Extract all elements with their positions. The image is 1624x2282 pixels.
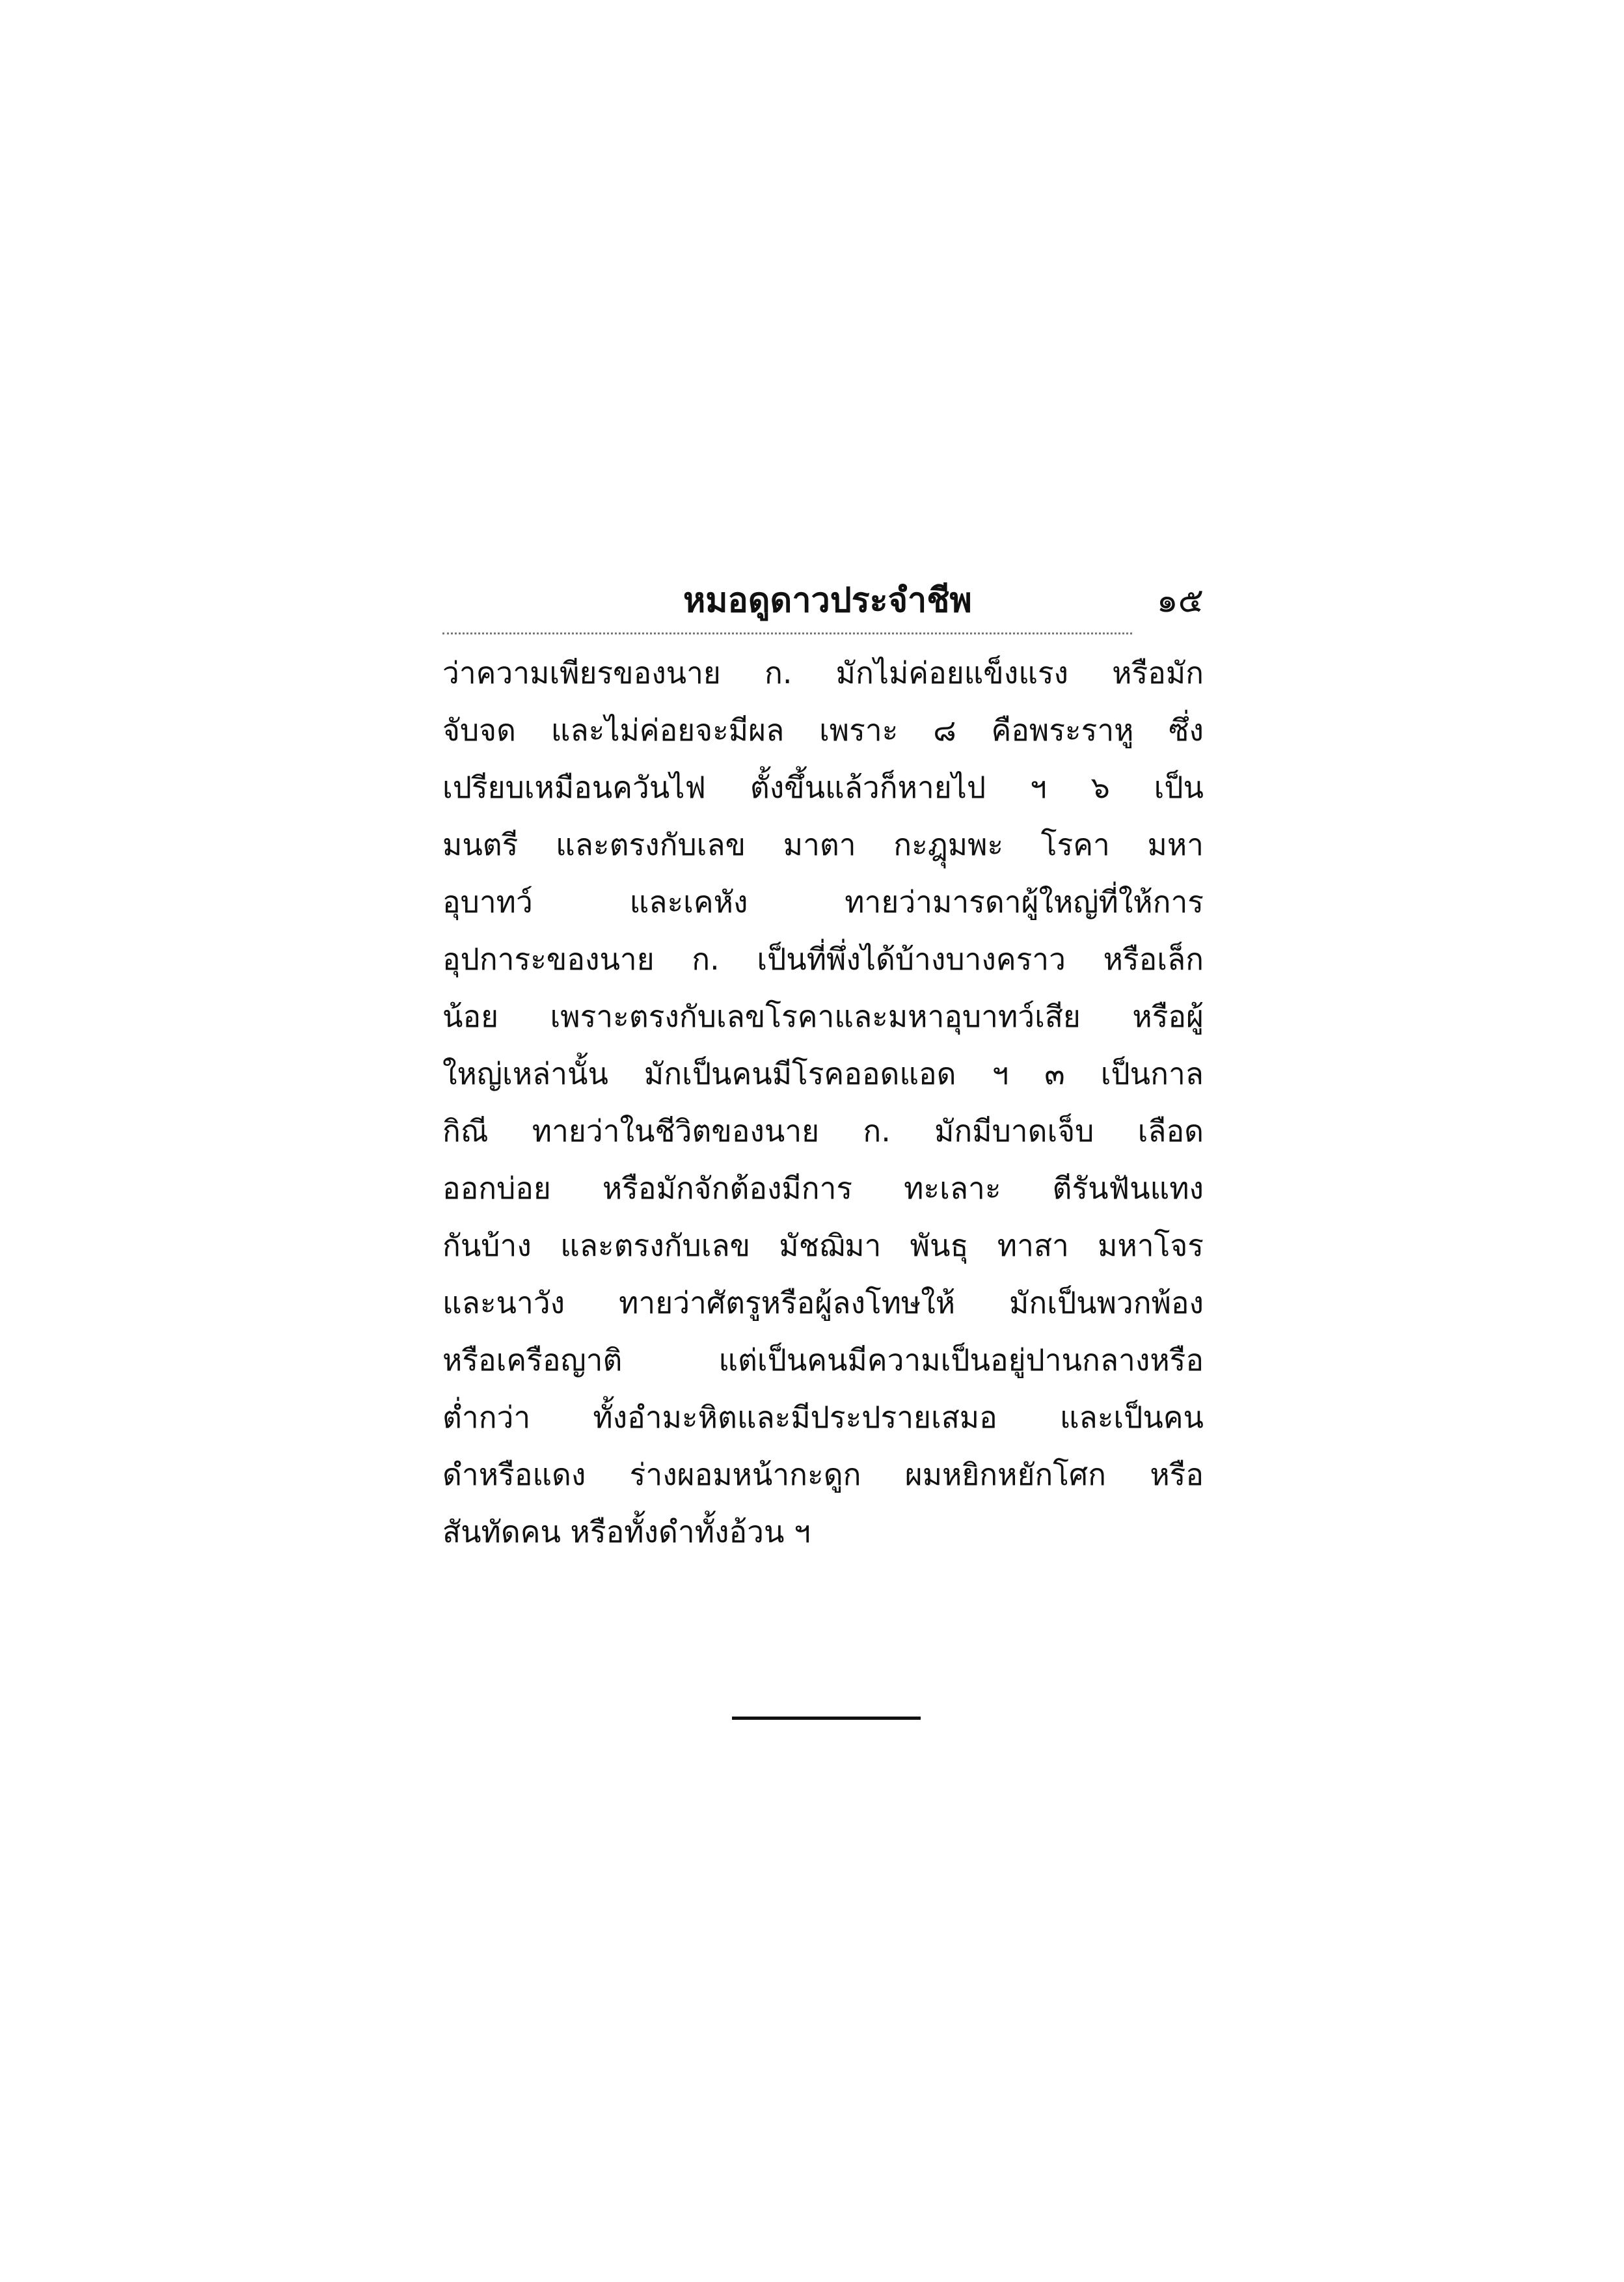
text-line: ใหญ่เหล่านั้น มักเป็นคนมีโรคออดแอด ฯ ๓ เป็นกาล xyxy=(442,1056,1204,1091)
text-line: ต่ำกว่า ทั้งอำมะหิตและมีประปรายเสมอ และเป็นคน xyxy=(442,1400,1204,1435)
text-line: หรือเครือญาติ แต่เป็นคนมีความเป็นอยู่ปานกลางหรือ xyxy=(442,1342,1204,1378)
text-line: กิณี ทายว่าในชีวิตของนาย ก. มักมีบาดเจ็บ เลือด xyxy=(442,1113,1204,1148)
text-line-last: สันทัดคน หรือทั้งดำทั้งอ้วน ฯ xyxy=(442,1514,811,1549)
page-number: ๑๕ xyxy=(1156,581,1204,620)
text-line: กันบ้าง และตรงกับเลข มัชฌิมา พันธุ ทาสา มหาโจร xyxy=(442,1228,1204,1263)
text-line: อุปการะของนาย ก. เป็นที่พึ่งได้บ้างบางคราว หรือเล็ก xyxy=(442,942,1204,977)
text-line: ดำหรือแดง ร่างผอมหน้ากะดูก ผมหยิกหยักโศก หรือ xyxy=(442,1457,1204,1492)
page-header xyxy=(442,573,1204,625)
header-divider xyxy=(442,632,1132,634)
text-line: ออกบ่อย หรือมักจักต้องมีการ ทะเลาะ ตีรันฟันแทง xyxy=(442,1171,1204,1206)
text-line: ว่าความเพียรของนาย ก. มักไม่ค่อยแข็งแรง หรือมัก xyxy=(442,655,1204,690)
text-line: น้อย เพราะตรงกับเลขโรคาและมหาอุบาทว์เสีย หรือผู้ xyxy=(442,999,1204,1034)
section-end-rule xyxy=(732,1717,921,1720)
text-line: มนตรี และตรงกับเลข มาตา กะฎุมพะ โรคา มหา xyxy=(442,827,1204,862)
text-line: และนาวัง ทายว่าศัตรูหรือผู้ลงโทษให้ มักเป็นพวกพ้อง xyxy=(442,1285,1204,1320)
text-line: จับจด และไม่ค่อยจะมีผล เพราะ ๘ คือพระราหู ซึ่ง xyxy=(442,713,1204,748)
body-text xyxy=(442,644,1204,1560)
text-line: เปรียบเหมือนควันไฟ ตั้งขึ้นแล้วก็หายไป ฯ ๖ เป็น xyxy=(442,770,1204,805)
text-line: อุบาทว์ และเคหัง ทายว่ามารดาผู้ใหญ่ที่ให้การ xyxy=(442,884,1204,919)
running-title: หมอดูดาวประจำชีพ xyxy=(683,581,972,620)
